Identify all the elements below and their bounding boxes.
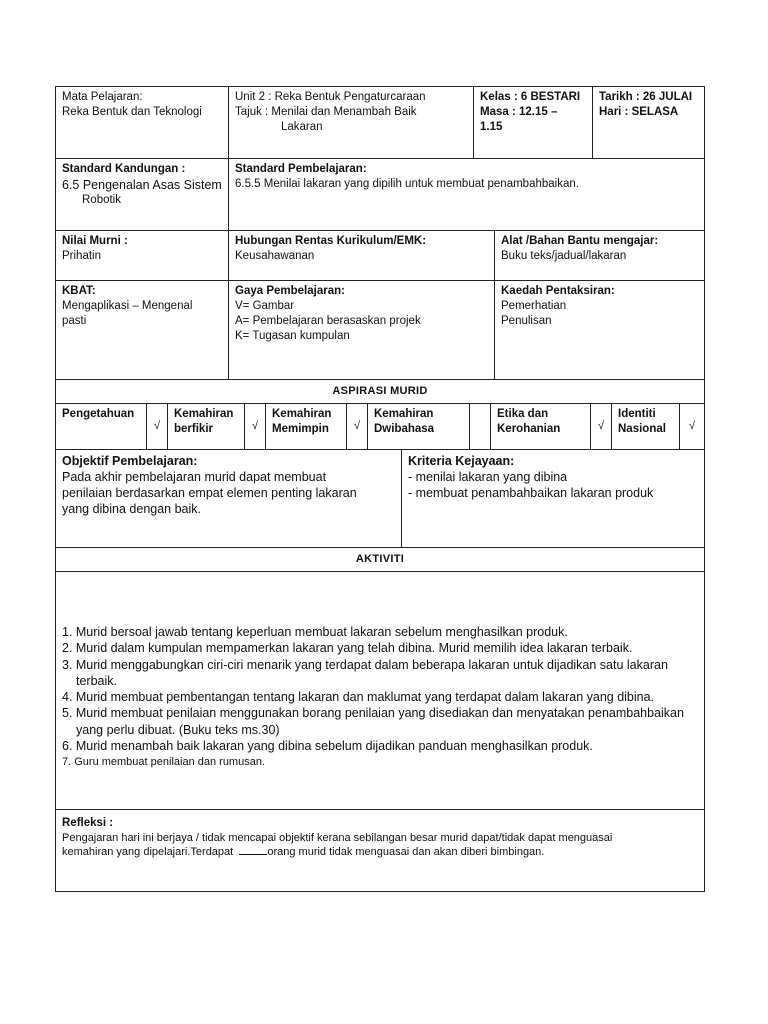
aktiviti-body-row — [56, 572, 704, 810]
aktiviti-item: 3. Murid menggabungkan ciri-ciri menarik yang terdapat dalam beberapa lakaran untuk dijadikan satu lakaran terbaik. — [62, 657, 668, 688]
refleksi-text: kemahiran yang dipelajari.Terdapat — [62, 846, 234, 858]
aktiviti-item: 2. Murid dalam kumpulan mempamerkan lakaran yang telah dibina. Murid memilih idea lakaran terbaik. — [62, 641, 633, 656]
refleksi-line: Pengajaran hari ini berjaya / tidak mencapai objektif kerana sebilangan besar murid dapat/tidak dapat menguasai — [62, 831, 613, 844]
alat-cell — [495, 231, 704, 280]
gaya-a: A= Pembelajaran berasaskan projek — [235, 315, 421, 327]
aspirasi-item-label-cont: Memimpin — [272, 423, 329, 435]
aspirasi-item-etika — [491, 404, 591, 449]
kelas-cell — [474, 87, 593, 158]
kbat-cell — [56, 281, 229, 379]
aktiviti-item: 7. Guru membuat penilaian dan rumusan. — [62, 756, 266, 769]
empty-tick-cell — [470, 404, 491, 449]
aspirasi-item-label: Kemahiran — [174, 408, 234, 420]
aspirasi-item-kemahiran-berfikir — [168, 404, 245, 449]
refleksi-text-cont: orang murid tidak menguasai dan akan diberi bimbingan. — [267, 846, 545, 858]
aktiviti-title-row — [56, 548, 704, 572]
aspirasi-title-row — [56, 380, 704, 404]
tarikh-value: Tarikh : 26 JULAI — [599, 91, 693, 103]
mata-pelajaran-label: Mata Pelajaran: — [62, 91, 143, 103]
standard-kandungan-cell — [56, 159, 229, 230]
aspirasi-item-identiti — [612, 404, 680, 449]
kaedah-item-2: Penulisan — [501, 315, 552, 327]
standard-pembelajaran-value: 6.5.5 Menilai lakaran yang dipilih untuk membuat penambahbaikan. — [235, 178, 579, 190]
aspirasi-item-label-cont: berfikir — [174, 423, 213, 435]
nilai-row — [56, 231, 704, 281]
aktiviti-list — [56, 572, 704, 809]
aktiviti-title: AKTIVITI — [355, 553, 405, 565]
nilai-murni-value: Prihatin — [62, 250, 101, 262]
check-mark-icon: √ — [147, 404, 168, 449]
lesson-plan-table — [55, 86, 705, 892]
kelas-value: Kelas : 6 BESTARI — [480, 91, 581, 103]
emk-label: Hubungan Rentas Kurikulum/EMK: — [235, 235, 427, 247]
nilai-murni-cell — [56, 231, 229, 280]
aktiviti-item: 6. Murid menambah baik lakaran yang dibina sebelum dijadikan panduan menghasilkan produk. — [62, 739, 593, 754]
kriteria-cell — [402, 450, 704, 547]
masa-value-cont: 1.15 — [480, 121, 503, 133]
aspirasi-item-label-cont: Dwibahasa — [374, 423, 435, 435]
aktiviti-item: 1. Murid bersoal jawab tentang keperluan membuat lakaran sebelum menghasilkan produk. — [62, 625, 568, 639]
tarikh-cell — [593, 87, 704, 158]
nilai-murni-label: Nilai Murni : — [62, 235, 128, 247]
tajuk-line: Tajuk : Menilai dan Menambah Baik — [235, 106, 417, 118]
aspirasi-items-row — [56, 404, 704, 450]
aspirasi-item-label: Pengetahuan — [62, 408, 135, 420]
kbat-value-cont: pasti — [62, 315, 87, 327]
standard-kandungan-label: Standard Kandungan : — [62, 163, 186, 175]
kaedah-cell — [495, 281, 704, 379]
mata-pelajaran-cell — [56, 87, 229, 158]
alat-value: Buku teks/jadual/lakaran — [501, 250, 627, 262]
standard-pembelajaran-label: Standard Pembelajaran: — [235, 163, 367, 175]
mata-pelajaran-value: Reka Bentuk dan Teknologi — [62, 106, 202, 118]
aspirasi-item-label: Identiti — [618, 408, 656, 420]
kbat-label: KBAT: — [62, 285, 96, 297]
check-mark-icon: √ — [591, 404, 612, 449]
standard-kandungan-value-cont: Robotik — [82, 194, 121, 206]
kriteria-label: Kriteria Kejayaan: — [408, 454, 515, 468]
fill-in-blank — [239, 845, 267, 855]
objektif-row — [56, 450, 704, 548]
kriteria-item-1: - menilai lakaran yang dibina — [408, 470, 568, 484]
refleksi-label: Refleksi : — [62, 817, 114, 829]
gaya-cell — [229, 281, 495, 379]
aspirasi-item-label-cont: Nasional — [618, 423, 666, 435]
kaedah-label: Kaedah Pentaksiran: — [501, 285, 615, 297]
standard-pembelajaran-cell — [229, 159, 704, 230]
aspirasi-title: ASPIRASI MURID — [332, 385, 428, 397]
standard-row — [56, 159, 704, 231]
refleksi-cell — [56, 810, 704, 891]
check-mark-icon: √ — [688, 420, 696, 432]
emk-value: Keusahawanan — [235, 250, 315, 262]
hari-value: Hari : SELASA — [599, 106, 679, 118]
aspirasi-item-label: Kemahiran — [272, 408, 332, 420]
objektif-line: yang dibina dengan baik. — [62, 502, 202, 516]
objektif-line: penilaian berdasarkan empat elemen penting lakaran — [62, 486, 357, 500]
objektif-label: Objektif Pembelajaran: — [62, 454, 198, 468]
kriteria-item-2: - membuat penambahbaikan lakaran produk — [408, 486, 654, 500]
gaya-k: K= Tugasan kumpulan — [235, 330, 350, 342]
aktiviti-item: 5. Murid membuat penilaian menggunakan borang penilaian yang disediakan dan menyatakan penambahbaikan yang perlu dibuat. (Buku teks ms.30) — [62, 706, 684, 737]
aspirasi-item-pengetahuan — [56, 404, 147, 449]
unit-line: Unit 2 : Reka Bentuk Pengaturcaraan — [235, 91, 426, 103]
unit-cell — [229, 87, 474, 158]
refleksi-line-2 — [62, 845, 698, 860]
alat-label: Alat /Bahan Bantu mengajar: — [501, 235, 659, 247]
emk-cell — [229, 231, 495, 280]
aspirasi-item-label: Kemahiran — [374, 408, 434, 420]
kbat-value: Mengaplikasi – Mengenal — [62, 300, 193, 312]
aspirasi-item-kemahiran-memimpin — [266, 404, 347, 449]
standard-kandungan-value: 6.5 Pengenalan Asas Sistem — [62, 178, 222, 192]
header-row — [56, 87, 704, 159]
gaya-label: Gaya Pembelajaran: — [235, 285, 345, 297]
check-mark-icon: √ — [245, 404, 266, 449]
gaya-v: V= Gambar — [235, 300, 295, 312]
check-mark-icon: √ — [347, 404, 368, 449]
kbat-row — [56, 281, 704, 380]
tajuk-line-cont: Lakaran — [281, 121, 323, 133]
aspirasi-item-kemahiran-dwibahasa — [368, 404, 470, 449]
objektif-line: Pada akhir pembelajaran murid dapat membuat — [62, 470, 327, 484]
aspirasi-item-label-cont: Kerohanian — [497, 423, 561, 435]
kaedah-item-1: Pemerhatian — [501, 300, 567, 312]
masa-value: Masa : 12.15 – — [480, 106, 558, 118]
aktiviti-item: 4. Murid membuat pembentangan tentang lakaran dan maklumat yang terdapat dalam lakaran yang dibina. — [62, 690, 655, 705]
refleksi-row — [56, 810, 704, 891]
objektif-cell — [56, 450, 402, 547]
aspirasi-item-label: Etika dan — [497, 408, 549, 420]
